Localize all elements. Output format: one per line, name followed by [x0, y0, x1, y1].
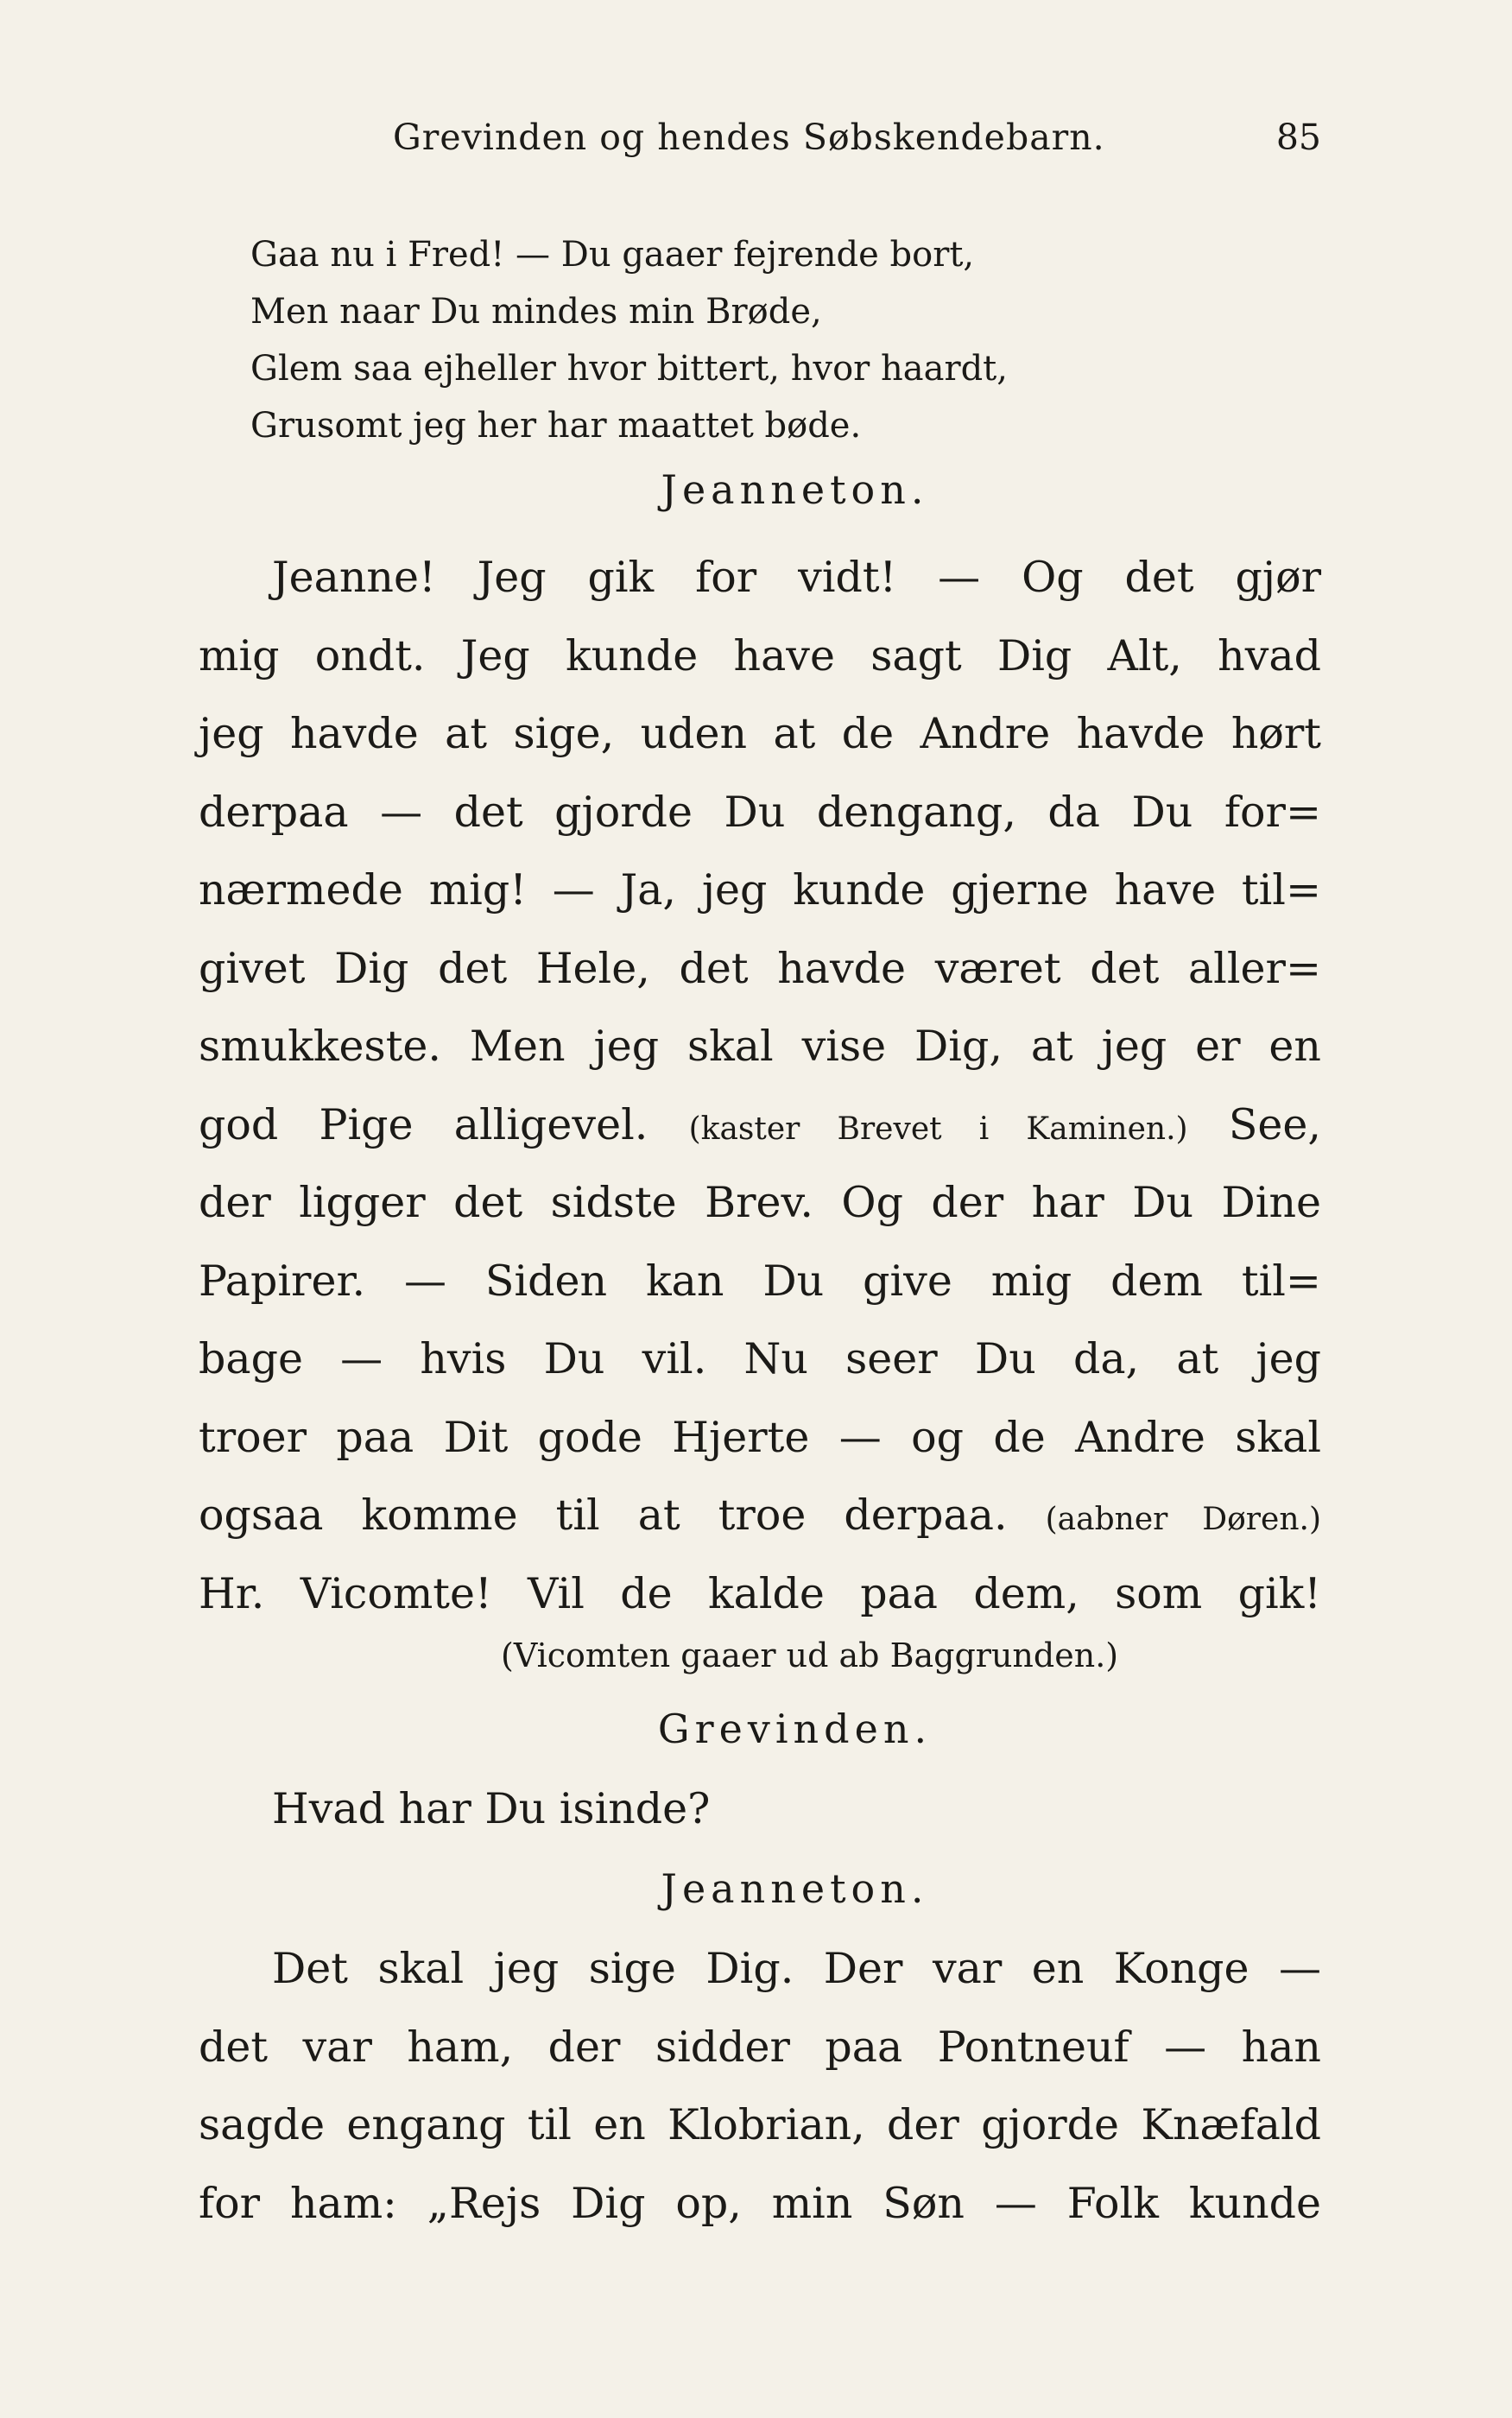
speaker-jeanneton: Jeanneton.: [661, 1865, 929, 1912]
speaker-name: [0, 466, 1512, 513]
verse-line: Glem saa ejheller hvor bittert, hvor haardt,: [250, 349, 1008, 389]
stage-direction: (Vicomten gaaer ud ab Baggrunden.): [501, 1636, 1119, 1674]
page-number: 85: [1275, 117, 1321, 158]
verse-line: Gaa nu i Fred! — Du gaaer fejrende bort,: [250, 235, 975, 275]
text-line: Hr. Vicomte! Vil de kalde paa dem, som gik!: [199, 1568, 1321, 1618]
stage-direction: (aabner Døren.): [1045, 1502, 1321, 1537]
speech-grevinden: [199, 1770, 1321, 1849]
text-line: der ligger det sidste Brev. Og der har Du Dine: [199, 1178, 1321, 1227]
text-line: givet Dig det Hele, det havde været det aller=: [199, 943, 1321, 993]
text-line: mig ondt. Jeg kunde have sagt Dig Alt, hvad: [199, 630, 1321, 680]
text-line: nærmede mig! — Ja, jeg kunde gjerne have til=: [199, 865, 1321, 915]
speaker-jeanneton: Jeanneton.: [661, 466, 929, 513]
page-header: [199, 117, 1321, 168]
text-line: Papirer. — Siden kan Du give mig dem til=: [199, 1256, 1321, 1306]
speech-jeanneton: [199, 539, 1321, 1633]
text-line: jeg havde at sige, uden at de Andre havde hørt: [199, 709, 1321, 758]
verse-block: [250, 226, 1287, 454]
text-line: [199, 1086, 1321, 1165]
verse-line: Men naar Du mindes min Brøde,: [250, 292, 822, 332]
text-line: det var ham, der sidder paa Pontneuf — han: [199, 2022, 1321, 2072]
text-fragment: god Pige alligevel.: [199, 1099, 648, 1149]
text-line: troer paa Dit gode Hjerte — og de Andre skal: [199, 1412, 1321, 1462]
text-line: sagde engang til en Klobrian, der gjorde Knæfald: [199, 2100, 1321, 2149]
text-line: smukkeste. Men jeg skal vise Dig, at jeg er en: [199, 1022, 1321, 1071]
text-line: derpaa — det gjorde Du dengang, da Du for=: [199, 787, 1321, 837]
text-line: Det skal jeg sige Dig. Der var en Konge —: [272, 1944, 1321, 1993]
text-line: Jeanne! Jeg gik for vidt! — Og det gjør: [272, 553, 1321, 602]
stage-direction: (kaster Brevet i Kaminen.): [688, 1111, 1188, 1147]
text-line: Hvad har Du isinde?: [272, 1784, 711, 1833]
speaker-name: [0, 1865, 1512, 1912]
running-head: Grevinden og hendes Søbskendebarn.: [393, 117, 1105, 158]
speaker-name: [0, 1706, 1512, 1752]
text-line: bage — hvis Du vil. Nu seer Du da, at jeg: [199, 1334, 1321, 1383]
verse-line: Grusomt jeg her har maattet bøde.: [250, 406, 862, 446]
speaker-grevinden: Grevinden.: [657, 1706, 933, 1752]
text-fragment: ogsaa komme til at troe derpaa.: [199, 1491, 1008, 1540]
text-fragment: See,: [1228, 1099, 1321, 1149]
text-line: [199, 1477, 1321, 1555]
speech-jeanneton: [199, 1930, 1321, 2243]
text-line: for ham: „Rejs Dig op, min Søn — Folk kunde: [199, 2178, 1321, 2228]
